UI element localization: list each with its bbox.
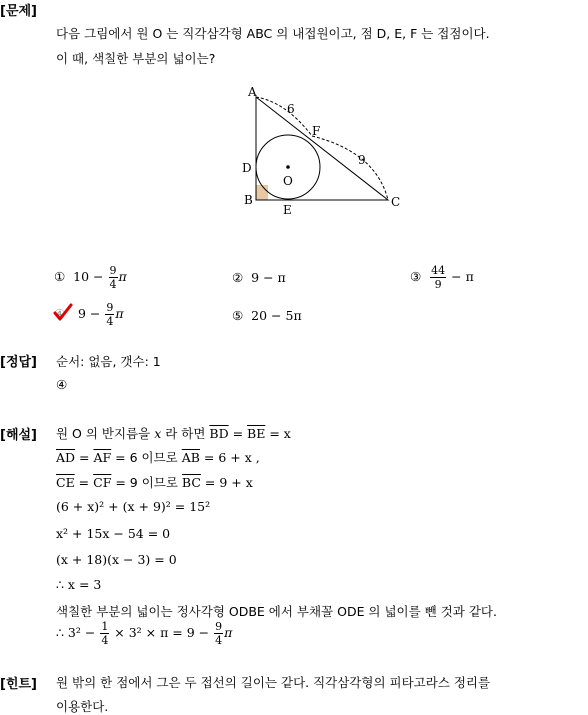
answer-line-2: ④ [56,377,68,392]
solution-line-7: ∴ x = 3 [56,577,102,592]
choice-5-text: 20 − 5π [251,308,302,323]
shaded-region [256,185,268,200]
choice-5[interactable] [232,308,302,323]
triangle-abc [256,97,388,200]
label-f: F [312,124,321,138]
hint-line-1: 원 밖의 한 점에서 그은 두 접선의 길이는 같다. 직각삼각형의 피타고라스 정리를 [56,675,491,690]
center-point [286,165,290,169]
arc-fc [312,136,388,200]
hint-line-2: 이용한다. [56,699,109,714]
choice-2-num: ② [232,270,244,285]
solution-line-3: $\overline{CE} = \overline{CF} = 9$ 이므로 $\overline{BC} = 9 + x$ [56,475,253,490]
problem-line-1: 다음 그림에서 원 O 는 직각삼각형 ABC 의 내접원이고, 점 D, E, F 는 접점이다. [56,26,490,41]
choice-3-text: − π [447,269,474,284]
choice-4-pi: π [115,306,124,321]
label-c: C [391,195,401,209]
choice-3[interactable] [410,265,474,290]
checkmark-icon: ④ [54,306,74,321]
choice-1[interactable] [54,265,127,290]
choice-4[interactable] [54,302,124,327]
choice-3-fraction: $\frac{44}{9}$ [431,264,446,291]
solution-line-4: (6 + x)² + (x + 9)² = 15² [56,499,211,514]
solution-tag: [해설] [0,428,37,443]
check-icon [52,303,74,323]
choice-1-text: 10 − [73,269,108,284]
answer-line-1: 순서: 없음, 갯수: 1 [56,354,161,369]
solution-line-6: (x + 18)(x − 3) = 0 [56,552,177,567]
hint-tag: [힌트] [0,677,37,692]
answer-tag: [정답] [0,355,37,370]
choice-1-pi: π [118,269,127,284]
triangle-figure [236,82,416,217]
label-b: B [244,193,253,207]
choice-4-fraction: $\frac{9}{4}$ [106,301,114,328]
problem-line-2: 이 때, 색칠한 부분의 넓이는? [56,51,216,66]
choice-2-text: 9 − π [251,270,286,285]
choice-3-num: ③ [410,269,422,284]
solution-line-1: 원 O 의 반지름을 x 라 하면 $\overline{BD} = \overline{BE} = x$ [56,426,291,441]
label-o: O [283,174,293,188]
choice-1-fraction: $\frac{9}{4}$ [109,264,117,291]
label-e: E [283,203,292,217]
arc-af [256,97,312,136]
problem-tag: [문제] [0,4,37,19]
label-d: D [242,161,252,175]
choice-4-text: 9 − [77,306,105,321]
solution-line-5: x² + 15x − 54 = 0 [56,526,171,541]
solution-line-9: ∴ 3² − $\frac{1}{4}$ × 3² × π = 9 − $\frac{9}{4}$ π [56,620,233,647]
choice-2[interactable] [232,270,286,285]
label-af-length: 6 [287,102,295,116]
choice-1-num: ① [54,269,66,284]
solution-line-8: 색칠한 부분의 넓이는 정사각형 ODBE 에서 부채꼴 ODE 의 넓이를 뺀 것과 같다. [56,604,497,619]
choice-5-num: ⑤ [232,308,244,323]
label-a: A [248,85,257,99]
solution-line-2: $\overline{AD} = \overline{AF} = 6$ 이므로 $\overline{AB} = 6 + x$ , [56,450,260,465]
label-fc-length: 9 [358,153,366,167]
